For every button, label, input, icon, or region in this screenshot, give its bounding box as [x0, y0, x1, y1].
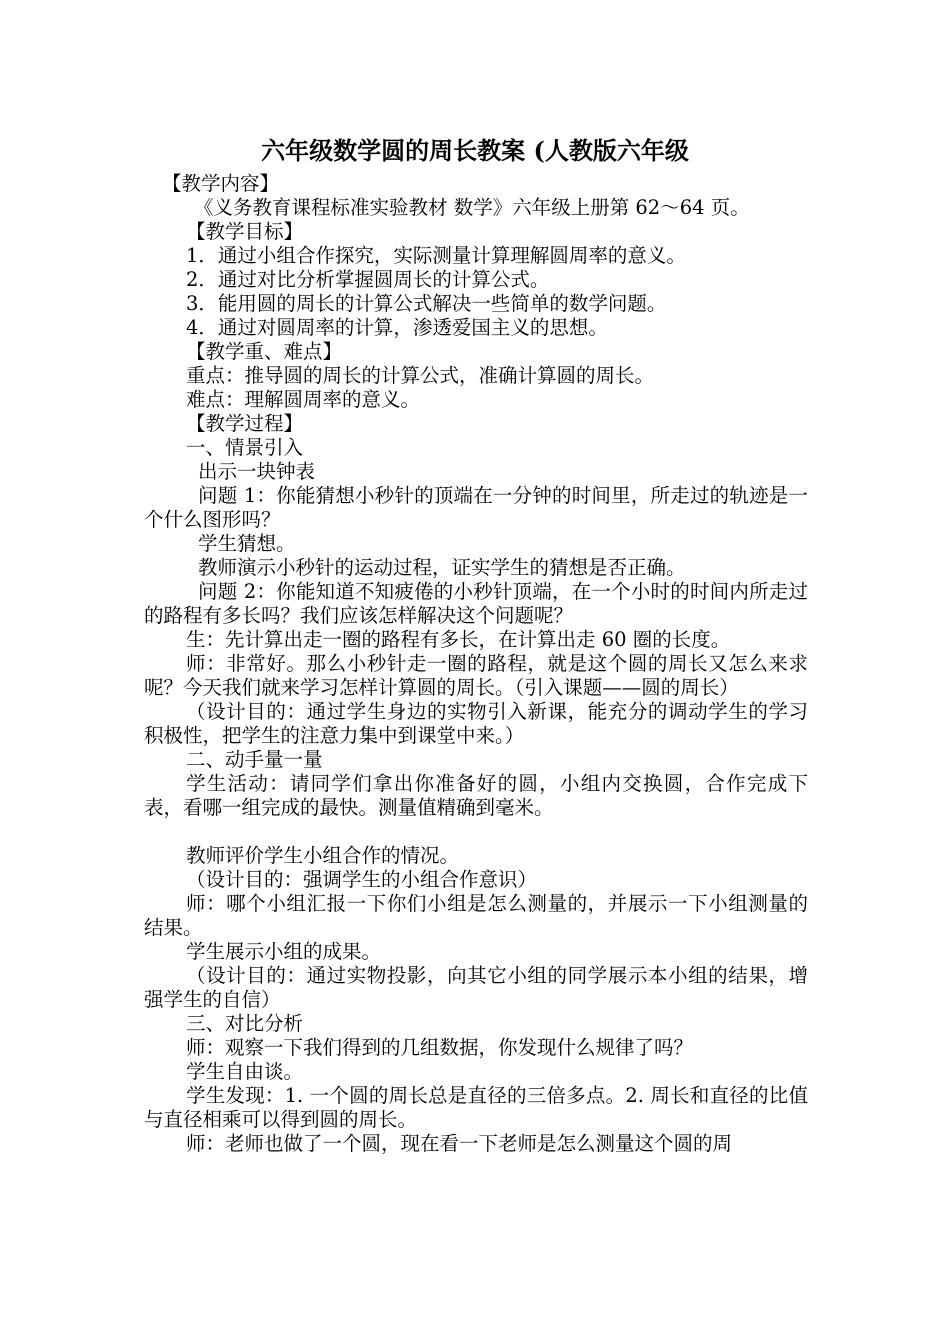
paragraph-content-text: 《义务教育课程标准实验教材 数学》六年级上册第 62～64 页。 [194, 196, 750, 219]
paragraph-teacher-evaluate: 教师评价学生小组合作的情况。 [186, 844, 460, 867]
paragraph-student-activity: 学生活动：请同学们拿出你准备好的圆，小组内交换圆，合作完成下表，看哪一组完成的最快。测量值精确到毫米。 [144, 772, 808, 819]
document-title: 六年级数学圆的周长教案 (人教版六年级 [261, 136, 689, 165]
paragraph-objective-2: 2．通过对比分析掌握圆周长的计算公式。 [186, 268, 550, 291]
paragraph-students-talk: 学生自由谈。 [186, 1060, 304, 1083]
document-body [144, 172, 808, 1156]
paragraph-teacher-observe: 师：观察一下我们得到的几组数据，你发现什么规律了吗？ [186, 1036, 694, 1059]
paragraph-objective-4: 4．通过对圆周率的计算，渗透爱国主义的思想。 [186, 316, 608, 339]
paragraph-teacher-ask-report: 师：哪个小组汇报一下你们小组是怎么测量的，并展示一下小组测量的结果。 [144, 892, 808, 939]
paragraph-key-points-heading: 【教学重、难点】 [186, 340, 343, 363]
paragraph-design-purpose-2: （设计目的：强调学生的小组合作意识） [186, 868, 538, 891]
paragraph-key-point: 重点：推导圆的周长的计算公式，准确计算圆的周长。 [186, 364, 655, 387]
paragraph-show-clock: 出示一块钟表 [198, 460, 316, 483]
paragraph-question-1: 问题 1：你能猜想小秒针的顶端在一分钟的时间里，所走过的轨迹是一个什么图形吗？ [144, 484, 808, 531]
paragraph-question-2: 问题 2：你能知道不知疲倦的小秒针顶端，在一个小时的时间内所走过的路程有多长吗？我们应该怎样解决这个问题呢？ [144, 580, 808, 627]
paragraph-section-2-heading: 二、动手量一量 [186, 748, 323, 771]
paragraph-content-heading: 【教学内容】 [162, 172, 280, 195]
paragraph-design-purpose-3: （设计目的：通过实物投影，向其它小组的同学展示本小组的结果，增强学生的自信） [144, 964, 808, 1011]
paragraph-teacher-circle: 师：老师也做了一个圆，现在看一下老师是怎么测量这个圆的周 [186, 1132, 733, 1155]
paragraph-teacher-demo: 教师演示小秒针的运动过程，证实学生的猜想是否正确。 [198, 556, 686, 579]
paragraph-student-answer: 生：先计算出走一圈的路程有多长，在计算出走 60 圈的长度。 [186, 628, 731, 651]
paragraph-section-3-heading: 三、对比分析 [186, 1012, 304, 1035]
paragraph-objectives-heading: 【教学目标】 [186, 220, 304, 243]
paragraph-teacher-intro: 师：非常好。那么小秒针走一圈的路程，就是这个圆的周长又怎么来求呢？今天我们就来学习怎样计算圆的周长。（引入课题——圆的周长） [144, 652, 808, 699]
paragraph-objective-1: 1．通过小组合作探究，实际测量计算理解圆周率的意义。 [186, 244, 686, 267]
paragraph-difficult-point: 难点：理解圆周率的意义。 [186, 388, 421, 411]
paragraph-process-heading: 【教学过程】 [186, 412, 304, 435]
paragraph-design-purpose-1: （设计目的：通过学生身边的实物引入新课，能充分的调动学生的学习积极性，把学生的注意力集中到课堂中来。） [144, 700, 808, 747]
paragraph-blank-1 [144, 820, 808, 844]
paragraph-section-1-heading: 一、情景引入 [186, 436, 304, 459]
paragraph-students-find: 学生发现：1. 一个圆的周长总是直径的三倍多点。2. 周长和直径的比值与直径相乘可以得到圆的周长。 [144, 1084, 808, 1131]
paragraph-students-guess: 学生猜想。 [198, 532, 296, 555]
paragraph-objective-3: 3．能用圆的周长的计算公式解决一些简单的数学问题。 [186, 292, 667, 315]
paragraph-students-show: 学生展示小组的成果。 [186, 940, 382, 963]
